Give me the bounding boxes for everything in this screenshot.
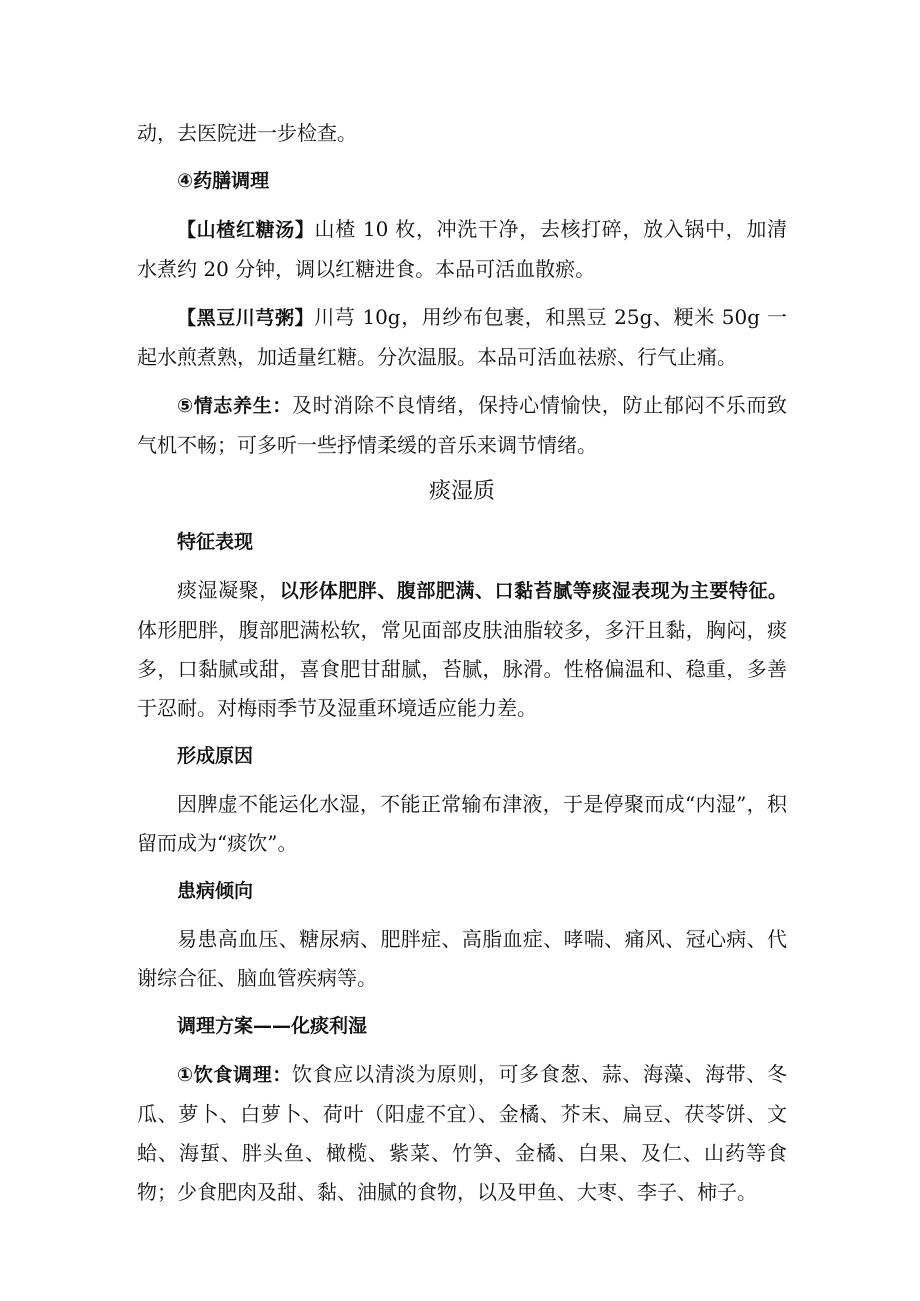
section-title: 痰湿质 [428,479,495,504]
paragraph-emotion-care [137,386,787,465]
document-page [137,114,787,1212]
heading-medicinal-diet: ④药膳调理 [177,170,270,192]
heading-regulation-plan: 调理方案——化痰利湿 [177,1015,368,1037]
heading-disease-tendency: 患病倾向 [177,880,254,902]
paragraph-causes: 因脾虚不能运化水湿，不能正常输布津液，于是停聚而成“内湿”，积留而成为“痰饮”。 [137,792,787,855]
paragraph-blackbean-porridge [137,298,787,377]
paragraph-disease-tendency: 易患高血压、糖尿病、肥胖症、高脂血症、哮喘、痛风、冠心病、代谢综合征、脑血管疾病等。 [137,927,787,990]
paragraph-diet-regulation [137,1055,787,1212]
characteristics-bold: 以形体肥胖、腹部肥满、口黏苔腻等痰湿表现为主要特征。 [279,580,787,602]
recipe-label-blackbean: 【黑豆川芎粥】 [177,307,315,329]
emotion-label: ⑤情志养生： [177,395,292,417]
emotion-text: 及时消除不良情绪，保持心情愉快，防止郁闷不乐而致气机不畅；可多听一些抒情柔缓的音乐来调节情绪。 [137,393,787,457]
recipe-label-hawthorn: 【山楂红糖汤】 [177,219,315,241]
heading-characteristics: 特征表现 [177,531,254,553]
characteristics-post: 体形肥胖，腹部肥满松软，常见面部皮肤油脂较多，多汗且黏，胸闷，痰多，口黏腻或甜，喜食肥甘甜腻，苔腻，脉滑。性格偏温和、稳重，多善于忍耐。对梅雨季节及湿重环境适应能力差。 [137,618,787,720]
heading-causes: 形成原因 [177,745,254,767]
paragraph-continuation: 动，去医院进一步检查。 [137,121,357,145]
recipe-text-blackbean: 川芎 10g，用纱布包裹，和黑豆 25g、粳米 50g 一起水煎煮熟，加适量红糖。分次温服。本品可活血祛瘀、行气止痛。 [137,305,787,369]
diet-text: 饮食应以清淡为原则，可多食葱、蒜、海藻、海带、冬瓜、萝卜、白萝卜、荷叶（阳虚不宜）、金橘、芥末、扁豆、茯苓饼、文蛤、海蜇、胖头鱼、橄榄、紫菜、竹笋、金橘、白果、及仁、山药等食物；少食肥肉及甜、黏、油腻的食物，以及甲鱼、大枣、李子、柿子。 [137,1062,787,1204]
paragraph-hawthorn-soup [137,210,787,289]
paragraph-characteristics [137,571,787,728]
characteristics-pre: 痰湿凝聚， [177,578,280,602]
diet-label: ①饮食调理： [177,1064,292,1086]
recipe-text-hawthorn: 山楂 10 枚，冲洗干净，去核打碎，放入锅中，加清水煮约 20 分钟，调以红糖进食。本品可活血散瘀。 [137,217,787,281]
